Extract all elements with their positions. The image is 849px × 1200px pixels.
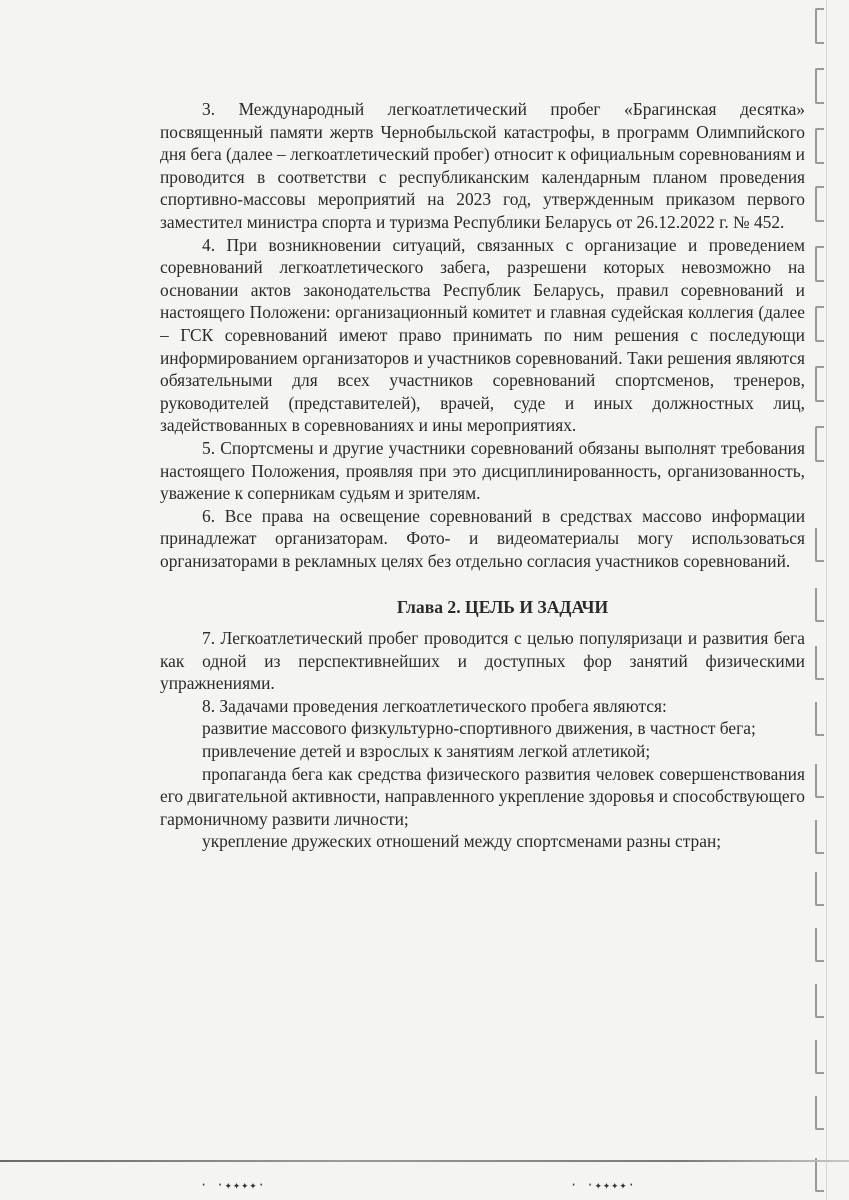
paragraph-8: 8. Задачами проведения легкоатлетического пробега являются: — [202, 695, 667, 716]
binding-line — [826, 0, 827, 1200]
chapter-heading: Глава 2. ЦЕЛЬ И ЗАДАЧИ — [396, 597, 609, 618]
binding-mark — [815, 1096, 824, 1130]
paragraph-5: 5. Спортсмены и другие участники соревнований обязаны выполнят требования настоящего Положения, проявляя при это дисциплинированность, организованность, уважение к соперникам судьям и зрителям. — [160, 437, 805, 504]
binding-mark — [815, 186, 824, 222]
binding-mark — [815, 1158, 824, 1192]
binding-mark — [815, 306, 824, 342]
binding-mark — [815, 68, 824, 104]
paragraph-6: 6. Все права на освещение соревнований в средствах массово информации принадлежат организаторам. Фото- и видеоматериалы могу использоваться организаторами в рекламных целях без отдельно согласия участников соревнований. — [160, 505, 805, 571]
binding-mark — [815, 872, 824, 906]
footer-rule — [0, 1160, 849, 1162]
task-item: развитие массового физкультурно-спортивного движения, в частност бега; — [202, 718, 756, 739]
binding-mark — [815, 528, 824, 562]
binding-mark — [815, 246, 824, 282]
binding-mark — [815, 588, 824, 622]
binding-mark — [815, 928, 824, 962]
binding-mark — [815, 128, 824, 164]
task-item: укрепление дружеских отношений между спортсменами разны стран; — [202, 831, 722, 852]
binding-mark — [815, 646, 824, 680]
binding-mark — [815, 426, 824, 462]
binding-mark — [815, 820, 824, 854]
footer-marks-right: · ·✦✦✦✦· — [570, 1178, 636, 1192]
binding-mark — [815, 8, 824, 44]
paragraph-7: 7. Легкоатлетический пробег проводится с целью популяризаци и развития бега как одной из перспективнейших и доступных фор занятий физическими упражнениями. — [160, 628, 805, 694]
task-item: привлечение детей и взрослых к занятиям легкой атлетикой; — [202, 741, 651, 762]
binding-mark — [815, 702, 824, 736]
footer-marks-left: · ·✦✦✦✦· — [200, 1178, 266, 1192]
binding-mark — [815, 984, 824, 1018]
document-body — [160, 98, 805, 853]
paragraph-3: 3. Международный легкоатлетический пробег «Брагинская десятка» посвященный памяти жертв Чернобыльской катастрофы, в программ Олимпийского дня бега (далее – легкоатлетический пробег) относит к официальным соревнованиям и проводится в соответстви с республиканским календарным планом проведения спортивно-массовы мероприятий на 2023 год, утвержденным приказом первого заместител министра спорта и туризма Республики Беларусь от 26.12.2022 г. № 452. — [160, 99, 805, 232]
binding-mark — [815, 764, 824, 798]
paragraph-4: 4. При возникновении ситуаций, связанных с организацие и проведением соревнований легкоатлетического забега, разрешени которых невозможно на основании актов законодательства Республик Беларусь, правил соревнований и настоящего Положени: организационный комитет и главная судейская коллегия (далее – ГСК соревнований имеют право принимать по ним решения с последующи информированием организаторов и участников соревнований. Таки решения являются обязательными для всех участников соревнований спортсменов, тренеров, руководителей (представителей), врачей, суде и иных должностных лиц, задействованных в соревнованиях и ины мероприятиях. — [160, 234, 805, 436]
binding-mark — [815, 366, 824, 402]
binding-mark — [815, 1040, 824, 1074]
scan-binding-edge — [815, 0, 835, 1200]
task-item: пропаганда бега как средства физического развития человек совершенствования его двигательной активности, направленного укрепление здоровья и способствующего гармоничному развити личности; — [160, 763, 805, 829]
